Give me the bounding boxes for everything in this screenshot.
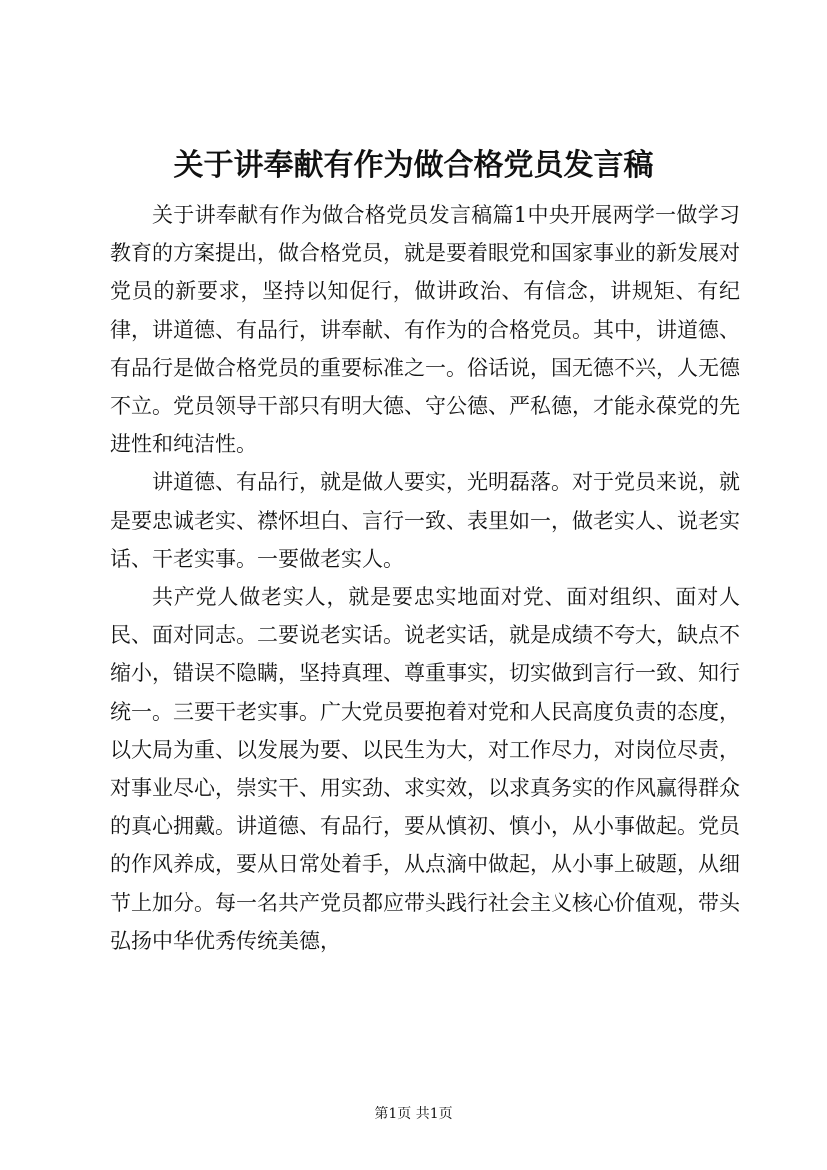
document-body [110, 196, 740, 960]
paragraph: 共产党人做老实人，就是要忠实地面对党、面对组织、面对人民、面对同志。二要说老实话。说老实话，就是成绩不夸大，缺点不缩小，错误不隐瞒，坚持真理、尊重事实，切实做到言行一致、知行统一。三要干老实事。广大党员要抱着对党和人民高度负责的态度，以大局为重、以发展为要、以民生为大，对工作尽力，对岗位尽责，对事业尽心，崇实干、用实劲、求实效，以求真务实的作风赢得群众的真心拥戴。讲道德、有品行，要从慎初、慎小，从小事做起。党员的作风养成，要从日常处着手，从点滴中做起，从小事上破题，从细节上加分。每一名共产党员都应带头践行社会主义核心价值观，带头弘扬中华优秀传统美德， [110, 585, 740, 953]
page-number-footer: 第1页 共1页 [374, 1106, 453, 1122]
paragraph: 关于讲奉献有作为做合格党员发言稿篇1中央开展两学一做学习教育的方案提出，做合格党员，就是要着眼党和国家事业的新发展对党员的新要求，坚持以知促行，做讲政治、有信念，讲规矩、有纪律，讲道德、有品行，讲奉献、有作为的合格党员。其中，讲道德、有品行是做合格党员的重要标准之一。俗话说，国无德不兴，人无德不立。党员领导干部只有明大德、守公德、严私德，才能永葆党的先进性和纯洁性。 [110, 203, 740, 457]
document-title: 关于讲奉献有作为做合格党员发言稿 [173, 148, 654, 183]
paragraph: 讲道德、有品行，就是做人要实，光明磊落。对于党员来说，就是要忠诚老实、襟怀坦白、言行一致、表里如一，做老实人、说老实话、干老实事。一要做老实人。 [110, 470, 740, 571]
